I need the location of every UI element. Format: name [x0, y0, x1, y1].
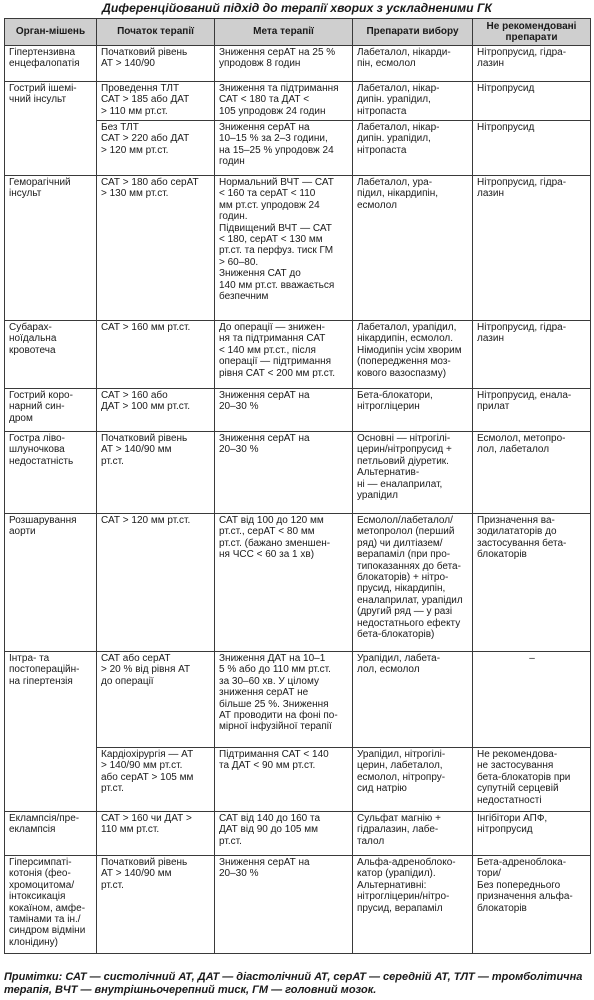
header-start: Початок терапії — [97, 19, 215, 46]
cell-not-recommended: Нітропрусид — [473, 121, 591, 176]
cell-organ: Гострий ішемі- чний інсульт — [5, 82, 97, 176]
cell-drugs: Сульфат магнію + гідралазин, лабе- талол — [353, 812, 473, 856]
cell-drugs: Лабеталол, ура- підил, нікардипін, есмолол — [353, 176, 473, 321]
cell-drugs: Бета-блокатори, нітрогліцерин — [353, 389, 473, 432]
cell-drugs: Урапідил, лабета- лол, есмолол — [353, 652, 473, 748]
cell-drugs: Лабеталол, нікарди- пін, есмолол — [353, 46, 473, 82]
cell-goal: До операції — знижен- ня та підтримання САТ < 140 мм рт.ст., після операції — підтримання рівня САТ < 200 мм рт.ст. — [215, 321, 353, 389]
footnote — [4, 971, 592, 997]
cell-start: САТ > 160 мм рт.ст. — [97, 321, 215, 389]
table-row — [5, 82, 591, 121]
cell-drugs: Лабеталол, урапідил, нікардипін, есмолол. Німодипін усім хворим (попередження моз- кового вазоспазму) — [353, 321, 473, 389]
cell-drugs: Есмолол/лабеталол/ метопролол (перший ряд) чи дилтіазем/ верапаміл (при про- типоказаннях до бета- блокаторів) + нітро- прусид, нікардипін, еналаприлат, урапідил (другий ряд — у разі недостатнього ефекту бета-блокаторів) — [353, 514, 473, 652]
cell-not-recommended: Есмолол, метопро- лол, лабеталол — [473, 432, 591, 514]
cell-organ: Субарах- ноїдальна кровотеча — [5, 321, 97, 389]
cell-organ: Гіпертензивна енцефалопатія — [5, 46, 97, 82]
cell-start: Без ТЛТ САТ > 220 або ДАТ > 120 мм рт.ст. — [97, 121, 215, 176]
cell-not-recommended: Бета-адреноблока- тори/ Без попереднього призначення альфа- блокаторів — [473, 856, 591, 954]
cell-drugs: Основні — нітрогілі- церин/нітропрусид + петльовий діуретик. Альтернатив- ні — еналаприлат, урапідил — [353, 432, 473, 514]
cell-not-recommended: Нітропрусид, гідра- лазин — [473, 46, 591, 82]
cell-start: САТ > 180 або серАТ > 130 мм рт.ст. — [97, 176, 215, 321]
cell-start: САТ або серАТ > 20 % від рівня АТ до операції — [97, 652, 215, 748]
cell-organ: Гостра ліво- шлуночкова недостатність — [5, 432, 97, 514]
cell-not-recommended: Нітропрусид — [473, 82, 591, 121]
header-drugs: Препарати вибору — [353, 19, 473, 46]
cell-organ: Гіперсимпаті- котонія (фео- хромоцитома/ інтоксикація кокаїном, амфе- тамінами та ін./ синдром відміни клонідину) — [5, 856, 97, 954]
table-row — [5, 389, 591, 432]
cell-organ: Інтра- та постопераційн- на гіпертензія — [5, 652, 97, 812]
cell-goal: Підтримання САТ < 140 та ДАТ < 90 мм рт.ст. — [215, 748, 353, 812]
cell-not-recommended: Нітропрусид, гідра- лазин — [473, 321, 591, 389]
cell-organ: Геморагічний інсульт — [5, 176, 97, 321]
cell-not-recommended: Нітропрусид, енала- прилат — [473, 389, 591, 432]
table-title: Диференційований підхід до терапії хворих з ускладненими ГК — [102, 1, 492, 15]
cell-not-recommended: Призначення ва- зодилататорів до застосування бета- блокаторів — [473, 514, 591, 652]
cell-not-recommended: Нітропрусид, гідра- лазин — [473, 176, 591, 321]
therapy-table — [4, 18, 591, 954]
cell-goal: Зниження ДАТ на 10–1 5 % або до 110 мм рт.ст. за 30–60 хв. У цілому зниження серАТ не більше 25 %. Зниження АТ проводити на фоні по- мірної інфузійної терапії — [215, 652, 353, 748]
cell-goal: Зниження серАТ на 20–30 % — [215, 389, 353, 432]
table-row — [5, 652, 591, 748]
cell-drugs: Урапідил, нітрогілі- церин, лабеталол, есмолол, нітропру- сид натрію — [353, 748, 473, 812]
cell-drugs: Лабеталол, нікар- дипін. урапідил, нітропаста — [353, 121, 473, 176]
cell-start: Кардіохірургія — АТ > 140/90 мм рт.ст. або серАТ > 105 мм рт.ст. — [97, 748, 215, 812]
cell-goal: Зниження серАТ на 10–15 % за 2–3 години, на 15–25 % упродовж 24 годин — [215, 121, 353, 176]
header-organ: Орган-мішень — [5, 19, 97, 46]
cell-start: Початковий рівень АТ > 140/90 мм рт.ст. — [97, 432, 215, 514]
header-row — [5, 19, 591, 46]
cell-start: САТ > 160 чи ДАТ > 110 мм рт.ст. — [97, 812, 215, 856]
cell-start: Початковий рівень АТ > 140/90 мм рт.ст. — [97, 856, 215, 954]
cell-start: Початковий рівень АТ > 140/90 — [97, 46, 215, 82]
cell-start: САТ > 160 або ДАТ > 100 мм рт.ст. — [97, 389, 215, 432]
cell-drugs: Альфа-адреноблоко- катор (урапідил). Альтернативні: нітрогліцерин/нітро- прусид, верапаміл — [353, 856, 473, 954]
cell-organ: Гострий коро- нарний син- дром — [5, 389, 97, 432]
cell-drugs: Лабеталол, нікар- дипін. урапідил, нітропаста — [353, 82, 473, 121]
cell-not-recommended: Не рекомендова- не застосування бета-блокаторів при супутній серцевій недостатності — [473, 748, 591, 812]
table-row — [5, 321, 591, 389]
cell-organ: Розшарування аорти — [5, 514, 97, 652]
cell-start: Проведення ТЛТ САТ > 185 або ДАТ > 110 мм рт.ст. — [97, 82, 215, 121]
cell-goal: Нормальний ВЧТ — САТ < 160 та серАТ < 110 мм рт.ст. упродовж 24 годин. Підвищений ВЧТ — САТ < 180, серАТ < 130 мм рт.ст. та перфуз. тиск ГМ > 60–80. Зниження САТ до 140 мм рт.ст. вважається безпечним — [215, 176, 353, 321]
cell-not-recommended: – — [473, 652, 591, 748]
footnote-line: терапія, ВЧТ — внутрішньочерепний тиск, ГМ — головний мозок. — [4, 984, 377, 996]
cell-not-recommended: Інгібітори АПФ, нітропрусид — [473, 812, 591, 856]
cell-goal: САТ від 140 до 160 та ДАТ від 90 до 105 мм рт.ст. — [215, 812, 353, 856]
cell-goal: Зниження та підтримання САТ < 180 та ДАТ < 105 упродовж 24 годин — [215, 82, 353, 121]
table-row — [5, 514, 591, 652]
cell-organ: Еклампсія/пре- еклампсія — [5, 812, 97, 856]
footnote-line: Примітки: САТ — систолічний АТ, ДАТ — діастолічний АТ, серАТ — середній АТ, ТЛТ — тромболітична — [4, 971, 583, 983]
header-not-recommended: Не рекомендовані препарати — [473, 19, 591, 46]
cell-goal: Зниження серАТ на 20–30 % — [215, 432, 353, 514]
cell-goal: Зниження серАТ на 20–30 % — [215, 856, 353, 954]
cell-goal: САТ від 100 до 120 мм рт.ст., серАТ < 80 мм рт.ст. (бажано зменшен- ня ЧСС < 60 за 1 хв) — [215, 514, 353, 652]
cell-goal: Зниження серАТ на 25 % упродовж 8 годин — [215, 46, 353, 82]
table-row — [5, 856, 591, 954]
cell-start: САТ > 120 мм рт.ст. — [97, 514, 215, 652]
table-row — [5, 46, 591, 82]
table-row — [5, 176, 591, 321]
table-row — [5, 812, 591, 856]
table-row — [5, 432, 591, 514]
header-goal: Мета терапії — [215, 19, 353, 46]
